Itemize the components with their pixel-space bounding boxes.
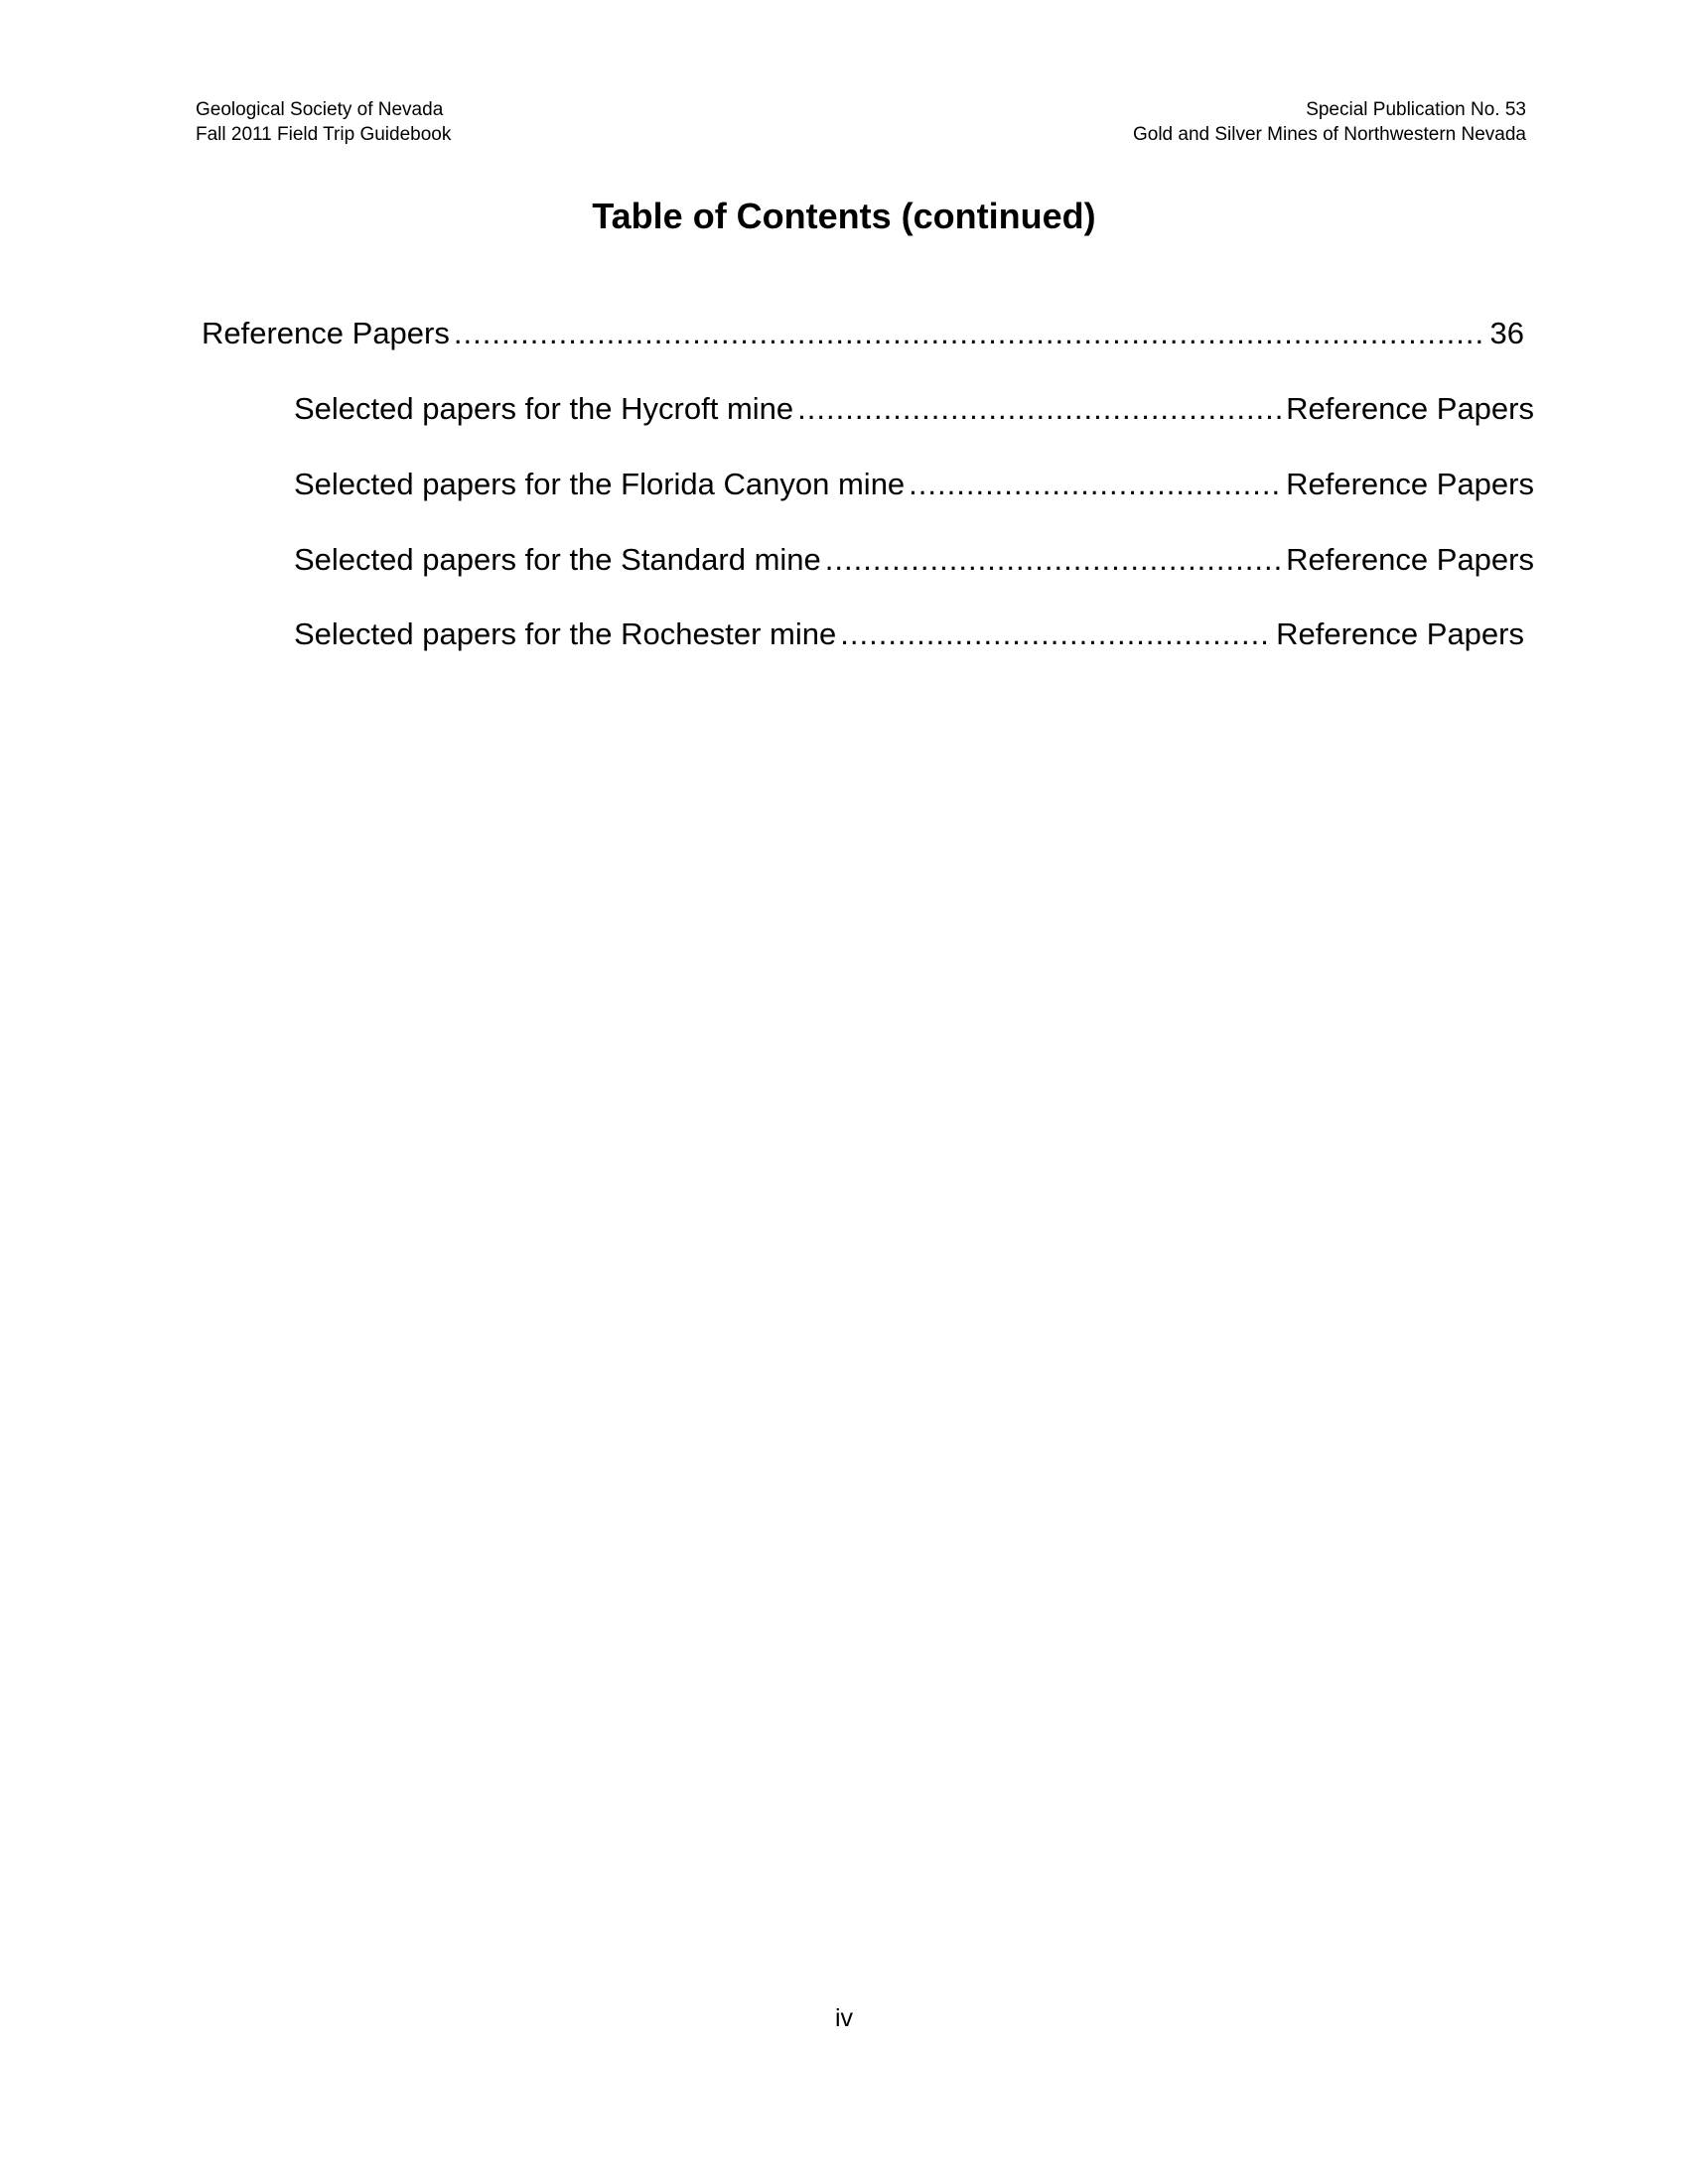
toc-entry-rochester[interactable] — [294, 614, 1524, 654]
toc-entry-page: Reference Papers — [1286, 542, 1534, 577]
toc-entry-page: Reference Papers — [1286, 467, 1534, 501]
toc-entry-florida-canyon[interactable] — [294, 465, 1534, 504]
toc-entry-hycroft[interactable] — [294, 389, 1534, 429]
toc-entry-reference-papers[interactable] — [202, 314, 1524, 353]
toc-entry-text: Selected papers for the Florida Canyon mine — [294, 467, 906, 501]
header-society-name: Geological Society of Nevada — [196, 99, 444, 120]
header-publication-number: Special Publication No. 53 — [1306, 99, 1526, 120]
toc-entry-page: 36 — [1489, 316, 1524, 350]
toc-entry-standard[interactable] — [294, 540, 1534, 580]
toc-entry-text: Reference Papers — [202, 316, 450, 350]
toc-leader — [840, 614, 1272, 654]
page-title: Table of Contents (continued) — [592, 196, 1096, 236]
header-publication-title: Gold and Silver Mines of Northwestern Nevada — [1132, 124, 1526, 145]
header-left — [196, 97, 451, 147]
toc-leader — [909, 465, 1282, 504]
toc-entry-page: Reference Papers — [1286, 391, 1534, 426]
toc-leader — [454, 314, 1486, 353]
toc-leader — [825, 540, 1282, 580]
toc-entry-text: Selected papers for the Standard mine — [294, 542, 821, 577]
toc-entry-page: Reference Papers — [1276, 616, 1524, 651]
header-guidebook-name: Fall 2011 Field Trip Guidebook — [196, 124, 452, 145]
page-number: iv — [834, 2004, 854, 2032]
toc-leader — [797, 389, 1282, 429]
header-right — [1133, 97, 1526, 147]
toc-entry-text: Selected papers for the Rochester mine — [294, 616, 837, 651]
toc-entry-text: Selected papers for the Hycroft mine — [294, 391, 794, 426]
